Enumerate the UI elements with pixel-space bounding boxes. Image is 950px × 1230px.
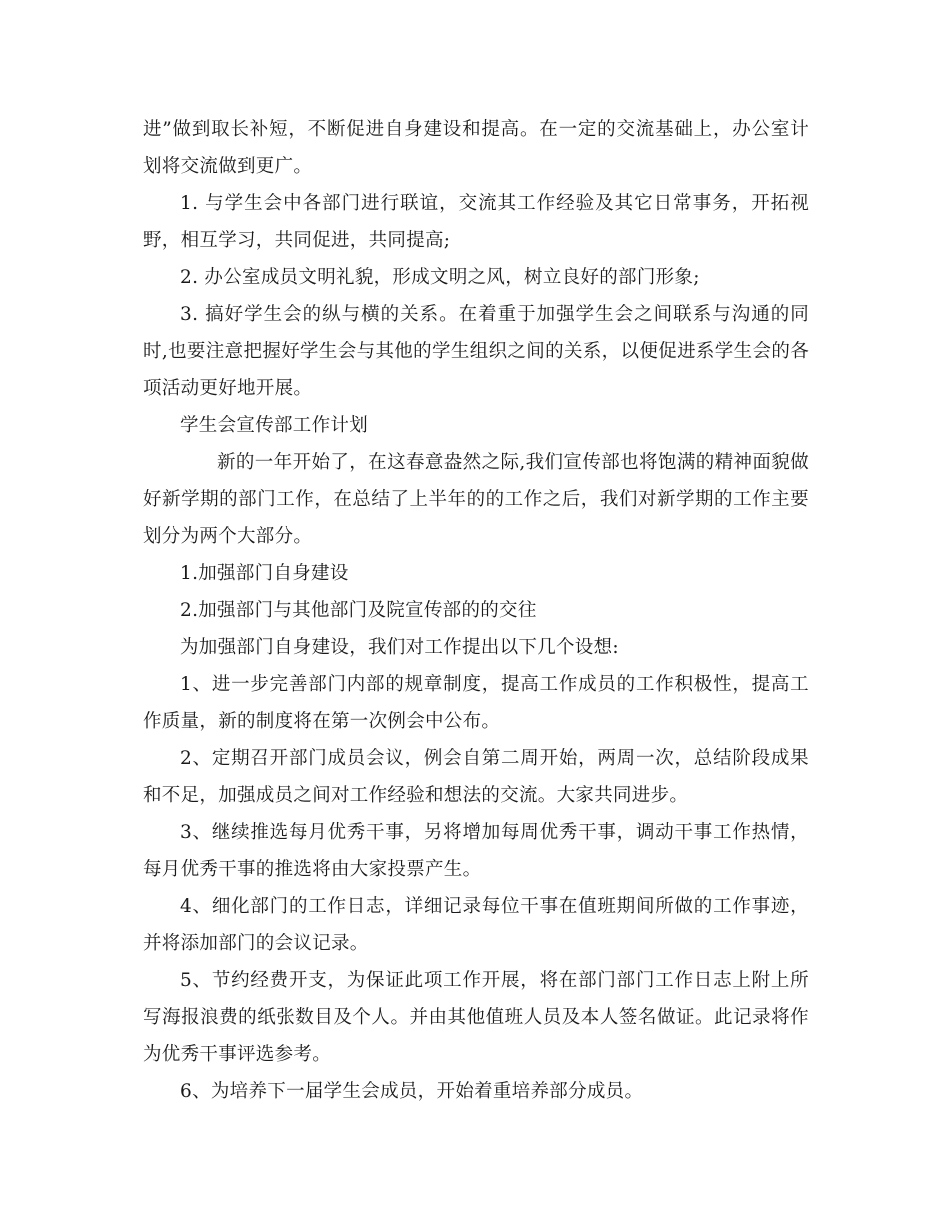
paragraph-idea-4: 4、细化部门的工作日志，详细记录每位干事在值班期间所做的工作事迹，并将添加部门的会议记录。 <box>143 896 809 954</box>
paragraph-intro: 新的一年开始了，在这春意盎然之际,我们宣传部也将饱满的精神面貌做好新学期的部门工作，在总结了上半年的的工作之后，我们对新学期的工作主要划分为两个大部分。 <box>143 452 809 547</box>
paragraph-idea-1: 1、进一步完善部门内部的规章制度，提高工作成员的工作积极性，提高工作质量，新的制度将在第一次例会中公布。 <box>143 674 809 732</box>
paragraph-idea-2: 2、定期召开部门成员会议，例会自第二周开始，两周一次，总结阶段成果和不足，加强成员之间对工作经验和想法的交流。大家共同进步。 <box>143 748 809 806</box>
paragraph-continuation: 进”做到取长补短，不断促进自身建设和提高。在一定的交流基础上，办公室计划将交流做到更广。 <box>143 119 809 177</box>
paragraph-item-2: 2. 办公室成员文明礼貌，形成文明之风，树立良好的部门形象; <box>180 267 700 288</box>
document-body <box>143 111 809 1110</box>
paragraph-part-2: 2.加强部门与其他部门及院宣传部的的交往 <box>180 600 537 621</box>
paragraph-part-1: 1.加强部门自身建设 <box>180 563 349 584</box>
paragraph-item-3: 3. 搞好学生会的纵与横的关系。在着重于加强学生会之间联系与沟通的同时,也要注意把握好学生会与其他的学生组织之间的关系，以便促进系学生会的各项活动更好地开展。 <box>143 304 809 399</box>
paragraph-lead-in: 为加强部门自身建设，我们对工作提出以下几个设想: <box>180 637 619 658</box>
paragraph-idea-6: 6、为培养下一届学生会成员，开始着重培养部分成员。 <box>180 1081 644 1102</box>
paragraph-item-1: 1. 与学生会中各部门进行联谊，交流其工作经验及其它日常事务，开拓视野，相互学习，共同促进，共同提高; <box>143 193 809 251</box>
paragraph-idea-3: 3、继续推选每月优秀干事，另将增加每周优秀干事，调动干事工作热情，每月优秀干事的推选将由大家投票产生。 <box>143 822 809 880</box>
paragraph-idea-5: 5、节约经费开支，为保证此项工作开展，将在部门部门工作日志上附上所写海报浪费的纸张数目及个人。并由其他值班人员及本人签名做证。此记录将作为优秀干事评选参考。 <box>143 970 809 1065</box>
section-heading: 学生会宣传部工作计划 <box>180 415 369 436</box>
